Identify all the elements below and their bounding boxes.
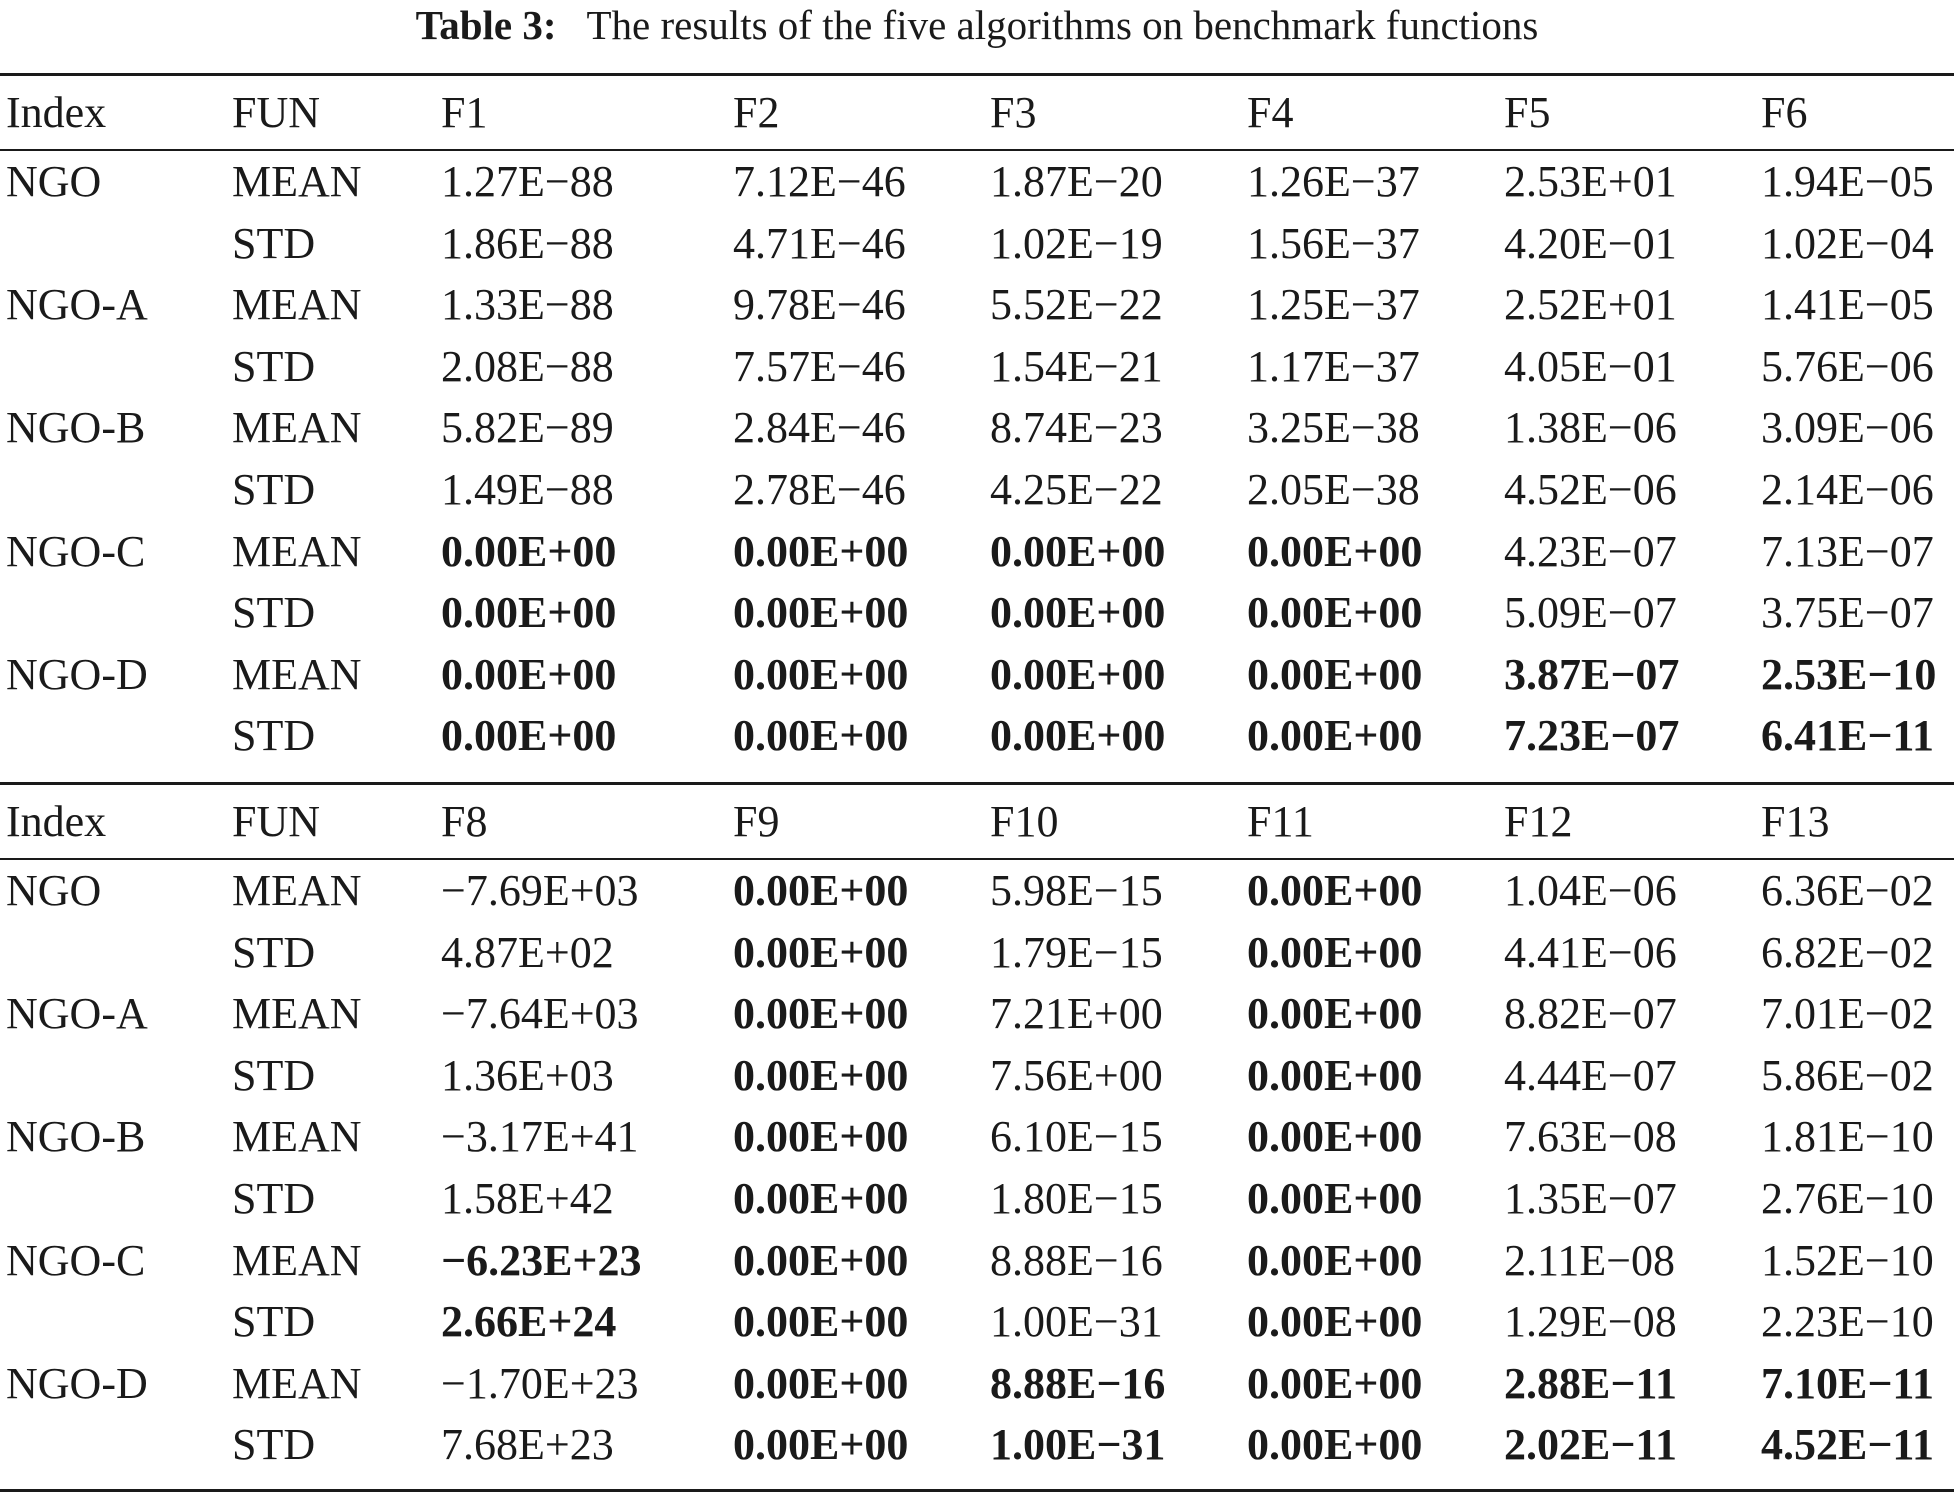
- table-cell: 1.00E−31: [990, 1420, 1166, 1470]
- table-cell: 0.00E+00: [733, 1420, 909, 1470]
- table-row: [0, 213, 1954, 275]
- table-cell: 1.36E+03: [441, 1050, 614, 1100]
- table-cell: 0.00E+00: [441, 588, 617, 638]
- table-caption: [0, 0, 1954, 56]
- table-cell: 7.57E−46: [733, 341, 906, 391]
- results-table-block-2: [0, 784, 1954, 1476]
- table-row: [0, 1230, 1954, 1292]
- row-index-label: NGO-A: [6, 280, 148, 330]
- table-cell: 1.04E−06: [1504, 866, 1677, 915]
- table-cell: 2.52E+01: [1504, 280, 1677, 330]
- table-cell: 5.76E−06: [1761, 341, 1934, 391]
- table-header-row: [0, 75, 1954, 151]
- table-cell: 2.05E−38: [1247, 464, 1420, 514]
- row-index-label: [0, 1291, 232, 1353]
- table-row: [0, 521, 1954, 583]
- table-cell: 0.00E+00: [733, 1050, 909, 1100]
- table-cell: 0.00E+00: [1247, 1297, 1423, 1347]
- row-index-label: NGO: [6, 157, 102, 206]
- row-statistic-label: MEAN: [232, 157, 362, 206]
- table-header-row: [0, 784, 1954, 860]
- table-cell: 8.74E−23: [990, 403, 1163, 453]
- table-cell: 1.00E−31: [990, 1297, 1163, 1347]
- table-cell: 0.00E+00: [1247, 1358, 1423, 1408]
- table-cell: 1.41E−05: [1761, 280, 1934, 330]
- row-index-label: NGO-D: [6, 1358, 148, 1408]
- table-cell: −6.23E+23: [441, 1235, 642, 1285]
- column-header: Index: [6, 88, 107, 137]
- table-cell: 0.00E+00: [733, 649, 909, 699]
- table-cell: 1.79E−15: [990, 927, 1163, 977]
- table-cell: 8.88E−16: [990, 1235, 1163, 1285]
- column-header: F4: [1247, 88, 1294, 137]
- row-statistic-label: STD: [232, 341, 316, 391]
- table-row: [0, 983, 1954, 1045]
- table-cell: 5.82E−89: [441, 403, 614, 453]
- table-cell: 5.09E−07: [1504, 588, 1677, 638]
- table-cell: 0.00E+00: [1247, 1112, 1423, 1162]
- table-cell: 5.86E−02: [1761, 1050, 1934, 1100]
- table-cell: 4.71E−46: [733, 218, 906, 268]
- table-cell: 2.11E−08: [1504, 1235, 1676, 1285]
- table-cell: 4.44E−07: [1504, 1050, 1677, 1100]
- table-cell: 7.23E−07: [1504, 711, 1680, 761]
- table-row: [0, 151, 1954, 213]
- table-cell: 2.14E−06: [1761, 464, 1934, 514]
- table-cell: 0.00E+00: [1247, 526, 1423, 576]
- row-index-label: [0, 213, 232, 275]
- table-cell: 2.08E−88: [441, 341, 614, 391]
- row-statistic-label: STD: [232, 588, 316, 638]
- table-cell: 1.26E−37: [1247, 157, 1420, 206]
- table-cell: 4.52E−11: [1761, 1420, 1934, 1470]
- table-row: [0, 582, 1954, 644]
- table-row: [0, 459, 1954, 521]
- row-index-label: [0, 336, 232, 398]
- table-cell: 1.49E−88: [441, 464, 614, 514]
- row-statistic-label: MEAN: [232, 649, 362, 699]
- table-cell: 7.68E+23: [441, 1420, 614, 1470]
- table-cell: 3.75E−07: [1761, 588, 1934, 638]
- table-cell: 2.66E+24: [441, 1297, 617, 1347]
- row-index-label: NGO-C: [6, 526, 146, 576]
- table-cell: 1.87E−20: [990, 157, 1163, 206]
- table-cell: 7.12E−46: [733, 157, 906, 206]
- table-row: [0, 274, 1954, 336]
- table-cell: 0.00E+00: [441, 649, 617, 699]
- table-cell: 2.53E−10: [1761, 649, 1937, 699]
- table-cell: 0.00E+00: [733, 927, 909, 977]
- table-cell: 0.00E+00: [990, 649, 1166, 699]
- table-cell: 0.00E+00: [733, 1297, 909, 1347]
- table-cell: 0.00E+00: [990, 526, 1166, 576]
- column-header: F2: [733, 88, 780, 137]
- caption-label: Table 3:: [415, 2, 557, 48]
- row-statistic-label: STD: [232, 1173, 316, 1223]
- table-cell: −7.64E+03: [441, 989, 639, 1039]
- table-cell: 3.87E−07: [1504, 649, 1680, 699]
- table-cell: 8.82E−07: [1504, 989, 1677, 1039]
- row-statistic-label: MEAN: [232, 1235, 362, 1285]
- row-statistic-label: STD: [232, 1420, 316, 1470]
- column-header: F1: [441, 88, 488, 137]
- table-cell: 7.13E−07: [1761, 526, 1934, 576]
- table-cell: 6.82E−02: [1761, 927, 1934, 977]
- table-cell: 0.00E+00: [733, 526, 909, 576]
- table-cell: 3.25E−38: [1247, 403, 1420, 453]
- column-header: F11: [1247, 797, 1314, 846]
- table-row: [0, 397, 1954, 459]
- table-cell: 6.41E−11: [1761, 711, 1934, 761]
- table-cell: 7.63E−08: [1504, 1112, 1677, 1162]
- table-cell: 1.58E+42: [441, 1173, 614, 1223]
- table-cell: 6.10E−15: [990, 1112, 1163, 1162]
- table-cell: 0.00E+00: [1247, 927, 1423, 977]
- column-header: FUN: [232, 797, 321, 846]
- table-cell: 7.10E−11: [1761, 1358, 1934, 1408]
- row-index-label: [0, 922, 232, 984]
- table-cell: 0.00E+00: [1247, 1050, 1423, 1100]
- table-cell: 5.98E−15: [990, 866, 1163, 915]
- table-cell: 2.76E−10: [1761, 1173, 1934, 1223]
- column-header: Index: [6, 797, 107, 846]
- table-cell: 7.21E+00: [990, 989, 1163, 1039]
- table-cell: 1.35E−07: [1504, 1173, 1677, 1223]
- table-cell: 1.52E−10: [1761, 1235, 1934, 1285]
- row-index-label: NGO-C: [6, 1235, 146, 1285]
- row-index-label: NGO-B: [6, 1112, 146, 1162]
- row-index-label: [0, 1168, 232, 1230]
- table-row: [0, 1045, 1954, 1107]
- table-cell: 1.54E−21: [990, 341, 1163, 391]
- row-index-label: [0, 459, 232, 521]
- table-cell: 0.00E+00: [1247, 1173, 1423, 1223]
- table-cell: 0.00E+00: [441, 711, 617, 761]
- table-cell: 1.29E−08: [1504, 1297, 1677, 1347]
- column-header: F13: [1761, 797, 1830, 846]
- row-statistic-label: STD: [232, 1297, 316, 1347]
- table-cell: 2.84E−46: [733, 403, 906, 453]
- table-row: [0, 1353, 1954, 1415]
- table-cell: 7.01E−02: [1761, 989, 1934, 1039]
- table-cell: 5.52E−22: [990, 280, 1163, 330]
- table-row: [0, 1291, 1954, 1353]
- table-cell: 1.94E−05: [1761, 157, 1934, 206]
- table-cell: 0.00E+00: [733, 866, 909, 915]
- table-cell: 1.02E−04: [1761, 218, 1934, 268]
- table-cell: 0.00E+00: [733, 1358, 909, 1408]
- table-row: [0, 1414, 1954, 1476]
- table-cell: 0.00E+00: [733, 1235, 909, 1285]
- table-row: [0, 860, 1954, 922]
- table-cell: −3.17E+41: [441, 1112, 639, 1162]
- table-row: [0, 336, 1954, 398]
- table-cell: 0.00E+00: [733, 989, 909, 1039]
- table-cell: −1.70E+23: [441, 1358, 639, 1408]
- table-cell: 0.00E+00: [990, 711, 1166, 761]
- column-header: F9: [733, 797, 780, 846]
- table-row: [0, 922, 1954, 984]
- row-statistic-label: STD: [232, 711, 316, 761]
- row-statistic-label: MEAN: [232, 1112, 362, 1162]
- table-cell: 1.27E−88: [441, 157, 614, 206]
- table-cell: 1.25E−37: [1247, 280, 1420, 330]
- table-cell: 4.52E−06: [1504, 464, 1677, 514]
- column-header: F5: [1504, 88, 1551, 137]
- table-cell: 0.00E+00: [1247, 588, 1423, 638]
- table-cell: 0.00E+00: [733, 1173, 909, 1223]
- row-index-label: NGO-D: [6, 649, 148, 699]
- table-cell: 0.00E+00: [1247, 649, 1423, 699]
- column-header: F3: [990, 88, 1037, 137]
- table-cell: 0.00E+00: [1247, 1420, 1423, 1470]
- table-cell: 1.80E−15: [990, 1173, 1163, 1223]
- table-cell: 4.41E−06: [1504, 927, 1677, 977]
- table-cell: 4.25E−22: [990, 464, 1163, 514]
- row-index-label: NGO-B: [6, 403, 146, 453]
- caption-text: The results of the five algorithms on benchmark functions: [586, 2, 1539, 48]
- table-cell: 1.81E−10: [1761, 1112, 1934, 1162]
- table-cell: 6.36E−02: [1761, 866, 1934, 915]
- row-statistic-label: STD: [232, 218, 316, 268]
- table-cell: 4.23E−07: [1504, 526, 1677, 576]
- table-cell: 2.78E−46: [733, 464, 906, 514]
- table-cell: 2.02E−11: [1504, 1420, 1677, 1470]
- table-cell: 1.33E−88: [441, 280, 614, 330]
- table-cell: 0.00E+00: [733, 711, 909, 761]
- row-statistic-label: STD: [232, 927, 316, 977]
- table-row: [0, 1168, 1954, 1230]
- row-index-label: NGO-A: [6, 989, 148, 1039]
- table-cell: 2.23E−10: [1761, 1297, 1934, 1347]
- column-header: F8: [441, 797, 488, 846]
- column-header: F10: [990, 797, 1059, 846]
- table-cell: 0.00E+00: [733, 1112, 909, 1162]
- row-index-label: [0, 1045, 232, 1107]
- column-header: F12: [1504, 797, 1573, 846]
- table-cell: 0.00E+00: [1247, 1235, 1423, 1285]
- table-cell: 4.05E−01: [1504, 341, 1677, 391]
- row-statistic-label: MEAN: [232, 866, 362, 915]
- results-table-block-1: [0, 75, 1954, 767]
- table-cell: 3.09E−06: [1761, 403, 1934, 453]
- table-cell: 4.20E−01: [1504, 218, 1677, 268]
- row-statistic-label: MEAN: [232, 403, 362, 453]
- table-cell: 8.88E−16: [990, 1358, 1166, 1408]
- table-cell: 7.56E+00: [990, 1050, 1163, 1100]
- row-statistic-label: STD: [232, 1050, 316, 1100]
- row-statistic-label: MEAN: [232, 1358, 362, 1408]
- column-header: F6: [1761, 88, 1808, 137]
- table-cell: 4.87E+02: [441, 927, 614, 977]
- row-index-label: NGO: [6, 866, 102, 915]
- row-statistic-label: STD: [232, 464, 316, 514]
- row-index-label: [0, 705, 232, 767]
- column-header: FUN: [232, 88, 321, 137]
- table-cell: 9.78E−46: [733, 280, 906, 330]
- table-cell: 0.00E+00: [441, 526, 617, 576]
- table-cell: 1.56E−37: [1247, 218, 1420, 268]
- table-cell: 1.38E−06: [1504, 403, 1677, 453]
- table-cell: 0.00E+00: [1247, 711, 1423, 761]
- table-cell: 1.02E−19: [990, 218, 1163, 268]
- table-cell: −7.69E+03: [441, 866, 639, 915]
- table-cell: 2.53E+01: [1504, 157, 1677, 206]
- table-cell: 1.17E−37: [1247, 341, 1420, 391]
- row-statistic-label: MEAN: [232, 280, 362, 330]
- table-cell: 0.00E+00: [733, 588, 909, 638]
- table-row: [0, 644, 1954, 706]
- table-cell: 0.00E+00: [1247, 866, 1423, 915]
- row-statistic-label: MEAN: [232, 989, 362, 1039]
- table-row: [0, 1106, 1954, 1168]
- table-cell: 0.00E+00: [1247, 989, 1423, 1039]
- row-statistic-label: MEAN: [232, 526, 362, 576]
- row-index-label: [0, 1414, 232, 1476]
- table-cell: 2.88E−11: [1504, 1358, 1677, 1408]
- table-row: [0, 705, 1954, 767]
- row-index-label: [0, 582, 232, 644]
- table-cell: 0.00E+00: [990, 588, 1166, 638]
- table-cell: 1.86E−88: [441, 218, 614, 268]
